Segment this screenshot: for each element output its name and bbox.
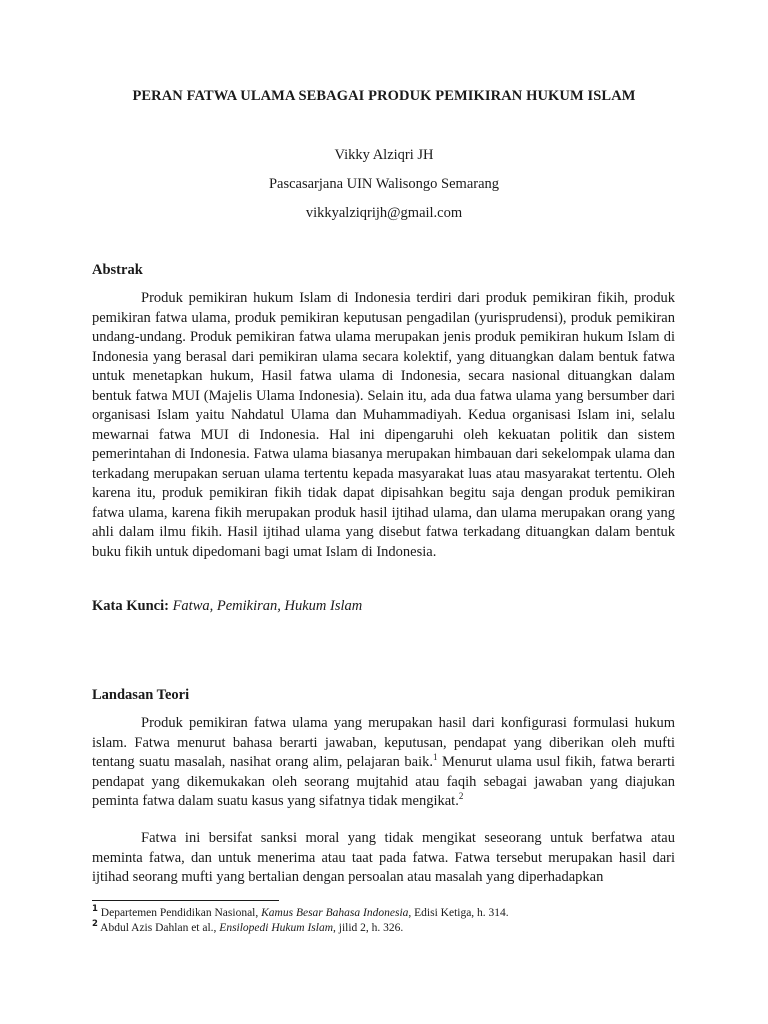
- keywords-label: Kata Kunci:: [92, 598, 169, 614]
- footnote-number: 1: [92, 904, 98, 915]
- keywords-line: [92, 598, 362, 615]
- footnote-book-title: Kamus Besar Bahasa Indonesia: [261, 907, 409, 919]
- paragraph-text: Menurut ulama usul fikih, fatwa berarti pendapat yang dikemukakan oleh seorang mujtahid atau faqih sebagai jawaban yang diajukan peminta fatwa dalam suatu kasus yang sifatnya tidak mengikat.: [92, 754, 675, 809]
- footnote-text: , Edisi Ketiga, h. 314.: [408, 907, 509, 919]
- paper-title: PERAN FATWA ULAMA SEBAGAI PRODUK PEMIKIRAN HUKUM ISLAM: [132, 88, 636, 104]
- footnote-1: [92, 906, 509, 920]
- landasan-teori-paragraph-1: [92, 714, 675, 812]
- abstract-paragraph: Produk pemikiran hukum Islam di Indonesia terdiri dari produk pemikiran fikih, produk pemikiran fatwa ulama, produk pemikiran keputusan pengadilan (yurisprudensi), produk pemikiran undang-undang. Produk pemikiran fatwa ulama merupakan jenis produk pemikiran hukum Islam di Indonesia yang berasal dari pemikiran ulama secara kolektif, yang dituangkan dalam bentuk fatwa untuk menetapkan hukum, Hasil fatwa ulama di Indonesia, secara nasional dituangkan dalam bentuk fatwa MUI (Majelis Ulama Indonesia). Selain itu, ada dua fatwa ulama yang bersumber dari organisasi Islam yaitu Nahdatul Ulama dan Muhammadiyah. Kedua organisasi Islam ini, selalu mewarnai fatwa MUI di Indonesia. Hal ini dipengaruhi oleh kekuatan politik dan sistem pemerintahan di Indonesia. Fatwa ulama biasanya merupakan himbauan dari sekelompak ulama dan terkadang merupakan seruan ulama tertentu kepada masyarakat luas atau masyarakat tertentu. Oleh karena itu, produk pemikiran fikih tidak dapat dipisahkan begitu saja dengan produk pemikiran fatwa ulama, karena fikih merupakan produk hasil ijtihad ulama, dan ulama merupakan orang yang ahli dalam ilmu fikih. Hasil ijtihad ulama yang disebut fatwa terkadang dituangkan dalam bentuk buku fikih untuk dipedomani bagi umat Islam di Indonesia.: [92, 290, 675, 560]
- footnote-ref-1[interactable]: 1: [433, 752, 438, 763]
- landasan-teori-paragraph-2: Fatwa ini bersifat sanksi moral yang tidak mengikat seseorang untuk berfatwa atau meminta fatwa, dan untuk menerima atau taat pada fatwa. Fatwa tersebut merupakan hasil dari ijtihad seorang mufti yang bertalian dengan persoalan atau masalah yang diperhadapkan: [92, 830, 675, 885]
- author-affiliation: Pascasarjana UIN Walisongo Semarang: [268, 176, 500, 192]
- keywords-value: Fatwa, Pemikiran, Hukum Islam: [172, 598, 363, 614]
- footnote-text: Abdul Azis Dahlan et al.,: [97, 922, 220, 934]
- landasan-teori-heading: Landasan Teori: [92, 687, 190, 703]
- footnote-number: 2: [92, 919, 98, 930]
- footnote-ref-2[interactable]: 2: [458, 791, 464, 802]
- footnote-text: , jilid 2, h. 326.: [333, 922, 404, 934]
- footnote-book-title: Ensilopedi Hukum Islam: [219, 922, 334, 934]
- footnote-divider: [92, 900, 279, 901]
- footnote-2: [92, 921, 403, 935]
- paragraph-text: Produk pemikiran fatwa ulama yang merupakan hasil dari konfigurasi formulasi hukum islam. Fatwa menurut bahasa berarti jawaban, keputusan, pendapat yang diberikan oleh mufti tentang suatu masalah, nasihat orang alim, pelajaran baik.: [92, 715, 675, 770]
- author-name: Vikky Alziqri JH: [334, 147, 434, 163]
- footnote-text: Departemen Pendidikan Nasional,: [97, 907, 262, 919]
- abstract-heading: Abstrak: [92, 262, 143, 278]
- author-email: vikkyalziqrijh@gmail.com: [305, 205, 463, 221]
